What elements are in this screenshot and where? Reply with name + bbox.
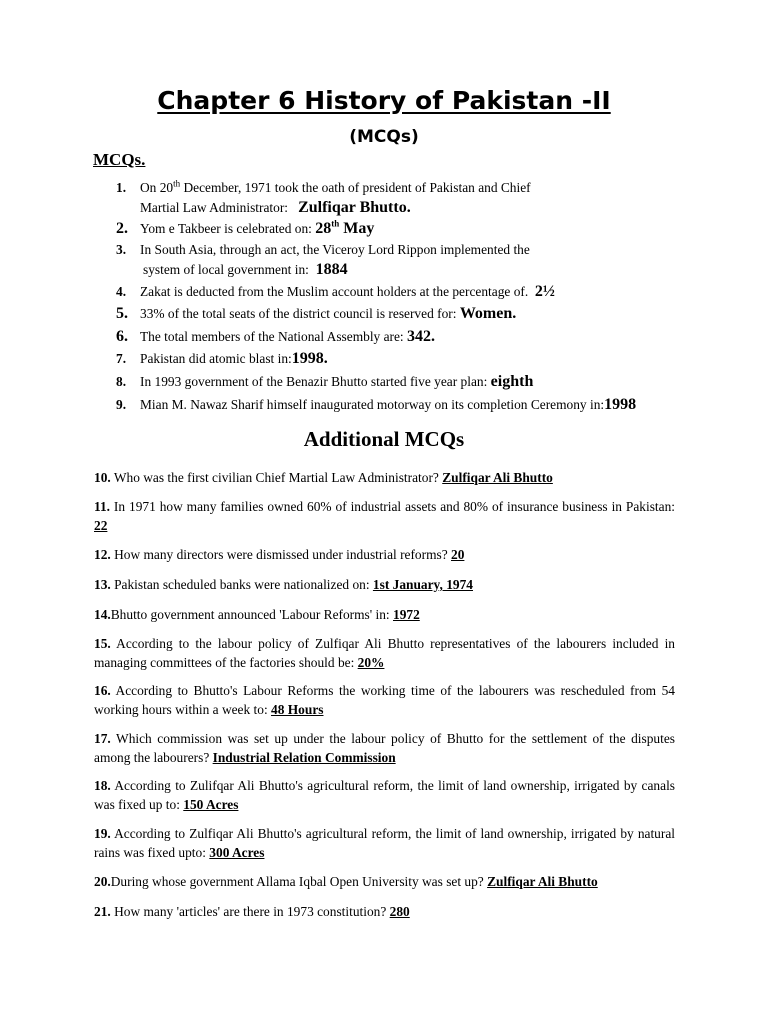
item-answer: eighth (490, 373, 534, 390)
item-answer: 342. (407, 328, 436, 345)
question-answer: 48 Hours (271, 702, 324, 717)
question-answer: 300 Acres (209, 845, 265, 860)
question-item: 16. According to Bhutto's Labour Reforms the working time of the labourers was rescheduled from 54 working hours within a week to: 48 Hours (94, 683, 675, 717)
item-text: In 1993 government of the Benazir Bhutto started five year plan: eighth (140, 373, 534, 390)
question-item: 17. Which commission was set up under the labour policy of Bhutto for the settlement of the disputes among the labourers? Industrial Relation Commission (94, 731, 675, 765)
mcqs-heading: MCQs. (93, 150, 146, 169)
question-item: 11. In 1971 how many families owned 60% of industrial assets and 80% of insurance business in Pakistan: 22 (94, 499, 675, 533)
question-item: 18. According to Zulifqar Ali Bhutto's agricultural reform, the limit of land ownership, irrigated by canals was fixed up to: 150 Acres (94, 778, 675, 812)
question-answer: 1972 (393, 607, 420, 622)
item-text: system of local government in: 1884 (143, 261, 348, 278)
item-text: Yom e Takbeer is celebrated on: 28th May (140, 218, 375, 237)
item-text: On 20th December, 1971 took the oath of president of Pakistan and Chief (140, 178, 531, 195)
question-answer: 22 (94, 518, 108, 533)
additional-mcqs-heading: Additional MCQs (303, 427, 465, 451)
question-answer: 20% (357, 655, 385, 670)
question-answer: Zulfiqar Ali Bhutto (487, 874, 598, 889)
item-answer: 1884 (315, 261, 348, 278)
question-item: 19. According to Zulfiqar Ali Bhutto's agricultural reform, the limit of land ownership, irrigated by natural rains was fixed upto: 300 Acres (94, 826, 675, 860)
question-item: 13. Pakistan scheduled banks were nationalized on: 1st January, 1974 (94, 577, 473, 592)
item-answer: Zulfiqar Bhutto. (298, 199, 411, 216)
question-item: 15. According to the labour policy of Zulfiqar Ali Bhutto representatives of the labourers included in managing committees of the factories should be: 20% (94, 636, 675, 670)
question-item: 12. How many directors were dismissed under industrial reforms? 20 (94, 547, 465, 562)
item-text: 33% of the total seats of the district council is reserved for: Women. (140, 305, 517, 322)
item-answer: 28th May (315, 218, 375, 237)
item-answer: 1998. (291, 350, 328, 367)
question-item: 20.During whose government Allama Iqbal Open University was set up? Zulfiqar Ali Bhutto (94, 874, 598, 889)
page-subtitle: (MCQs) (349, 127, 419, 147)
item-number: 6. (116, 328, 128, 345)
item-text: In South Asia, through an act, the Viceroy Lord Rippon implemented the (140, 242, 530, 257)
item-number: 5. (116, 305, 128, 322)
question-answer: Industrial Relation Commission (212, 750, 396, 765)
question-answer: Zulfiqar Ali Bhutto (442, 470, 553, 485)
question-answer: 150 Acres (183, 797, 239, 812)
item-text: Pakistan did atomic blast in:1998. (140, 350, 328, 367)
question-answer: 20 (451, 547, 465, 562)
question-item: 10. Who was the first civilian Chief Martial Law Administrator? Zulfiqar Ali Bhutto (94, 470, 553, 485)
item-answer: Women. (459, 305, 517, 322)
item-number: 7. (116, 351, 127, 366)
item-answer: 2½ (534, 283, 555, 300)
item-text: Zakat is deducted from the Muslim account holders at the percentage of. 2½ (140, 283, 555, 300)
question-answer: 1st January, 1974 (372, 577, 473, 592)
item-text: Mian M. Nawaz Sharif himself inaugurated motorway on its completion Ceremony in:1998 (140, 396, 637, 413)
item-answer: 1998 (604, 396, 637, 413)
item-text: Martial Law Administrator: Zulfiqar Bhutto. (140, 199, 411, 216)
item-text: The total members of the National Assembly are: 342. (140, 328, 436, 345)
question-item: 21. How many 'articles' are there in 1973 constitution? 280 (94, 904, 410, 919)
question-answer: 280 (389, 904, 410, 919)
item-number: 9. (116, 397, 127, 412)
question-item: 14.Bhutto government announced 'Labour Reforms' in: 1972 (94, 607, 420, 622)
page-title: Chapter 6 History of Pakistan -II (157, 86, 611, 115)
item-number: 8. (116, 374, 127, 389)
item-number: 4. (116, 284, 127, 299)
item-number: 2. (116, 220, 128, 237)
item-number: 1. (116, 180, 127, 195)
item-number: 3. (116, 242, 127, 257)
